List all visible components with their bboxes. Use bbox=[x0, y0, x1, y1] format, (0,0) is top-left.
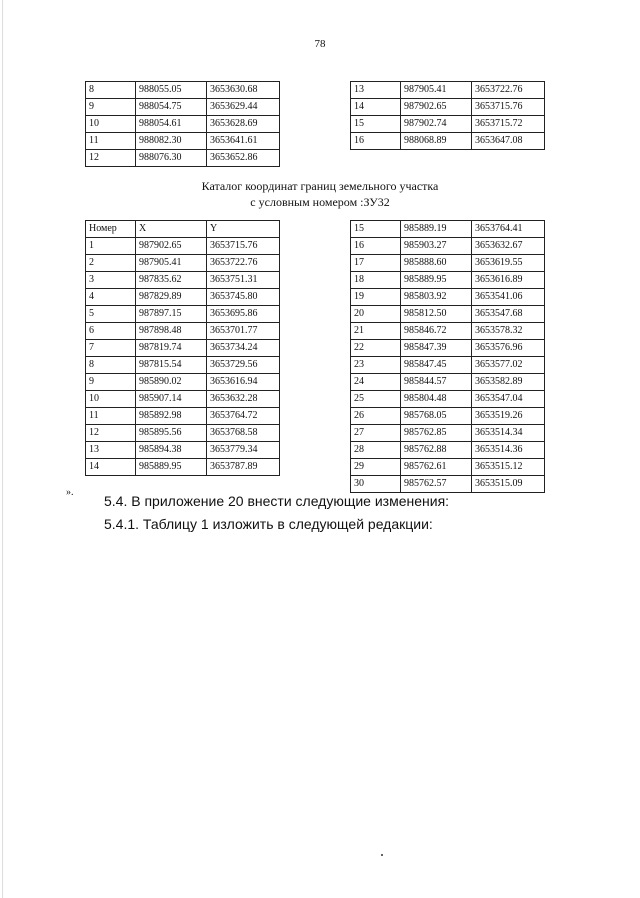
cell-x: 985804.48 bbox=[401, 391, 472, 408]
cell-x: 985892.98 bbox=[136, 408, 207, 425]
cell-x: 985803.92 bbox=[401, 289, 472, 306]
cell-x: 987902.74 bbox=[401, 116, 472, 133]
table-row bbox=[351, 374, 545, 391]
table-coordinates-left bbox=[85, 220, 280, 476]
table-row bbox=[86, 323, 280, 340]
cell-y: 3653715.76 bbox=[472, 99, 545, 116]
header-row bbox=[86, 221, 280, 238]
cell-number: 10 bbox=[86, 116, 136, 133]
table-row bbox=[351, 425, 545, 442]
cell-y: 3653701.77 bbox=[207, 323, 280, 340]
cell-y: 3653722.76 bbox=[472, 82, 545, 99]
cell-number: 14 bbox=[351, 99, 401, 116]
table-row bbox=[351, 306, 545, 323]
cell-x: 985889.95 bbox=[401, 272, 472, 289]
table-row bbox=[86, 255, 280, 272]
cell-y: 3653582.89 bbox=[472, 374, 545, 391]
caption-line-2: с условным номером :ЗУ32 bbox=[250, 195, 390, 209]
cell-number: 24 bbox=[351, 374, 401, 391]
cell-y: 3653616.94 bbox=[207, 374, 280, 391]
table-row bbox=[86, 408, 280, 425]
cell-number: 20 bbox=[351, 306, 401, 323]
cell-x: 985847.45 bbox=[401, 357, 472, 374]
cell-y: 3653578.32 bbox=[472, 323, 545, 340]
cell-x: 985768.05 bbox=[401, 408, 472, 425]
cell-y: 3653647.08 bbox=[472, 133, 545, 150]
cell-number: 12 bbox=[86, 150, 136, 167]
cell-y: 3653764.72 bbox=[207, 408, 280, 425]
cell-y: 3653515.09 bbox=[472, 476, 545, 493]
cell-number: 4 bbox=[86, 289, 136, 306]
cell-x: 988068.89 bbox=[401, 133, 472, 150]
cell-y: 3653729.56 bbox=[207, 357, 280, 374]
caption-line-1: Каталог координат границ земельного участка bbox=[201, 179, 439, 193]
cell-y: 3653577.02 bbox=[472, 357, 545, 374]
cell-y: 3653641.61 bbox=[207, 133, 280, 150]
table-row bbox=[86, 459, 280, 476]
table-row bbox=[86, 374, 280, 391]
cell-x: 985812.50 bbox=[401, 306, 472, 323]
header-cell-x: X bbox=[136, 221, 207, 238]
table-top-right bbox=[350, 81, 545, 150]
table-row bbox=[351, 408, 545, 425]
table-row bbox=[351, 255, 545, 272]
table-coordinates-right bbox=[350, 220, 545, 493]
cell-y: 3653779.34 bbox=[207, 442, 280, 459]
cell-x: 985889.19 bbox=[401, 221, 472, 238]
cell-number: 8 bbox=[86, 82, 136, 99]
cell-number: 19 bbox=[351, 289, 401, 306]
cell-number: 18 bbox=[351, 272, 401, 289]
cell-x: 987819.74 bbox=[136, 340, 207, 357]
cell-number: 16 bbox=[351, 238, 401, 255]
cell-number: 28 bbox=[351, 442, 401, 459]
table-row bbox=[351, 289, 545, 306]
header-cell-y: Y bbox=[207, 221, 280, 238]
scan-edge-line bbox=[2, 0, 3, 898]
cell-y: 3653652.86 bbox=[207, 150, 280, 167]
cell-x: 985844.57 bbox=[401, 374, 472, 391]
table-row bbox=[351, 221, 545, 238]
table-row bbox=[351, 323, 545, 340]
cell-x: 985894.38 bbox=[136, 442, 207, 459]
page-number: 78 bbox=[314, 38, 326, 50]
cell-x: 987905.41 bbox=[401, 82, 472, 99]
cell-x: 987835.62 bbox=[136, 272, 207, 289]
cell-y: 3653576.96 bbox=[472, 340, 545, 357]
table-row bbox=[86, 425, 280, 442]
table-row bbox=[351, 476, 545, 493]
cell-number: 15 bbox=[351, 116, 401, 133]
cell-x: 988055.05 bbox=[136, 82, 207, 99]
cell-x: 987829.89 bbox=[136, 289, 207, 306]
cell-x: 987898.48 bbox=[136, 323, 207, 340]
cell-y: 3653541.06 bbox=[472, 289, 545, 306]
table-row bbox=[86, 116, 280, 133]
cell-y: 3653632.28 bbox=[207, 391, 280, 408]
cell-number: 26 bbox=[351, 408, 401, 425]
cell-y: 3653628.69 bbox=[207, 116, 280, 133]
cell-number: 17 bbox=[351, 255, 401, 272]
cell-number: 14 bbox=[86, 459, 136, 476]
cell-number: 5 bbox=[86, 306, 136, 323]
cell-y: 3653519.26 bbox=[472, 408, 545, 425]
cell-x: 985762.85 bbox=[401, 425, 472, 442]
cell-x: 987902.65 bbox=[136, 238, 207, 255]
table-header bbox=[86, 221, 280, 238]
cell-number: 11 bbox=[86, 133, 136, 150]
table-row bbox=[86, 99, 280, 116]
table-row bbox=[351, 82, 545, 99]
cell-number: 12 bbox=[86, 425, 136, 442]
cell-y: 3653630.68 bbox=[207, 82, 280, 99]
table-row bbox=[351, 133, 545, 150]
cell-y: 3653547.68 bbox=[472, 306, 545, 323]
cell-y: 3653764.41 bbox=[472, 221, 545, 238]
cell-y: 3653787.89 bbox=[207, 459, 280, 476]
cell-number: 8 bbox=[86, 357, 136, 374]
cell-number: 11 bbox=[86, 408, 136, 425]
cell-x: 985762.61 bbox=[401, 459, 472, 476]
cell-y: 3653619.55 bbox=[472, 255, 545, 272]
cell-number: 22 bbox=[351, 340, 401, 357]
cell-y: 3653629.44 bbox=[207, 99, 280, 116]
cell-number: 1 bbox=[86, 238, 136, 255]
cell-y: 3653695.86 bbox=[207, 306, 280, 323]
cell-x: 985890.02 bbox=[136, 374, 207, 391]
cell-x: 985903.27 bbox=[401, 238, 472, 255]
cell-x: 988054.61 bbox=[136, 116, 207, 133]
cell-number: 29 bbox=[351, 459, 401, 476]
table-row bbox=[351, 391, 545, 408]
cell-x: 988082.30 bbox=[136, 133, 207, 150]
cell-x: 985847.39 bbox=[401, 340, 472, 357]
cell-x: 988054.75 bbox=[136, 99, 207, 116]
cell-number: 7 bbox=[86, 340, 136, 357]
table-row bbox=[351, 442, 545, 459]
cell-number: 10 bbox=[86, 391, 136, 408]
table-row bbox=[86, 357, 280, 374]
table-body bbox=[86, 238, 280, 476]
cell-number: 15 bbox=[351, 221, 401, 238]
cell-number: 9 bbox=[86, 374, 136, 391]
cell-number: 2 bbox=[86, 255, 136, 272]
cell-y: 3653722.76 bbox=[207, 255, 280, 272]
closing-quote: ». bbox=[66, 487, 74, 498]
cell-number: 25 bbox=[351, 391, 401, 408]
paragraph-5-4: 5.4. В приложение 20 внести следующие изменения: bbox=[104, 493, 450, 509]
cell-number: 13 bbox=[86, 442, 136, 459]
cell-x: 985846.72 bbox=[401, 323, 472, 340]
cell-number: 23 bbox=[351, 357, 401, 374]
cell-y: 3653632.67 bbox=[472, 238, 545, 255]
table-row bbox=[86, 82, 280, 99]
cell-y: 3653616.89 bbox=[472, 272, 545, 289]
scan-speck bbox=[381, 854, 383, 856]
cell-number: 21 bbox=[351, 323, 401, 340]
table-body bbox=[351, 221, 545, 493]
table-row bbox=[351, 459, 545, 476]
cell-number: 27 bbox=[351, 425, 401, 442]
cell-y: 3653715.76 bbox=[207, 238, 280, 255]
cell-y: 3653514.34 bbox=[472, 425, 545, 442]
cell-x: 987815.54 bbox=[136, 357, 207, 374]
cell-y: 3653751.31 bbox=[207, 272, 280, 289]
table-row bbox=[86, 306, 280, 323]
cell-number: 16 bbox=[351, 133, 401, 150]
catalog-caption bbox=[0, 178, 640, 210]
cell-y: 3653768.58 bbox=[207, 425, 280, 442]
cell-y: 3653715.72 bbox=[472, 116, 545, 133]
cell-x: 985762.57 bbox=[401, 476, 472, 493]
table-body bbox=[351, 82, 545, 150]
table-body bbox=[86, 82, 280, 167]
cell-x: 985907.14 bbox=[136, 391, 207, 408]
table-row bbox=[86, 133, 280, 150]
cell-x: 987897.15 bbox=[136, 306, 207, 323]
cell-x: 985889.95 bbox=[136, 459, 207, 476]
table-row bbox=[86, 442, 280, 459]
table-row bbox=[351, 116, 545, 133]
cell-y: 3653547.04 bbox=[472, 391, 545, 408]
cell-y: 3653515.12 bbox=[472, 459, 545, 476]
cell-number: 3 bbox=[86, 272, 136, 289]
table-row bbox=[86, 150, 280, 167]
cell-number: 13 bbox=[351, 82, 401, 99]
table-row bbox=[86, 289, 280, 306]
table-top-left bbox=[85, 81, 280, 167]
table-row bbox=[351, 99, 545, 116]
cell-x: 987902.65 bbox=[401, 99, 472, 116]
cell-number: 30 bbox=[351, 476, 401, 493]
header-cell-number: Номер bbox=[86, 221, 136, 238]
cell-number: 6 bbox=[86, 323, 136, 340]
cell-y: 3653734.24 bbox=[207, 340, 280, 357]
cell-y: 3653514.36 bbox=[472, 442, 545, 459]
table-row bbox=[351, 357, 545, 374]
cell-x: 985888.60 bbox=[401, 255, 472, 272]
table-row bbox=[86, 238, 280, 255]
table-row bbox=[86, 272, 280, 289]
cell-x: 985895.56 bbox=[136, 425, 207, 442]
table-row bbox=[86, 391, 280, 408]
table-row bbox=[351, 340, 545, 357]
table-row bbox=[351, 238, 545, 255]
cell-y: 3653745.80 bbox=[207, 289, 280, 306]
table-row bbox=[351, 272, 545, 289]
paragraph-5-4-1: 5.4.1. Таблицу 1 изложить в следующей редакции: bbox=[104, 516, 433, 532]
cell-number: 9 bbox=[86, 99, 136, 116]
cell-x: 985762.88 bbox=[401, 442, 472, 459]
table-row bbox=[86, 340, 280, 357]
cell-x: 987905.41 bbox=[136, 255, 207, 272]
cell-x: 988076.30 bbox=[136, 150, 207, 167]
